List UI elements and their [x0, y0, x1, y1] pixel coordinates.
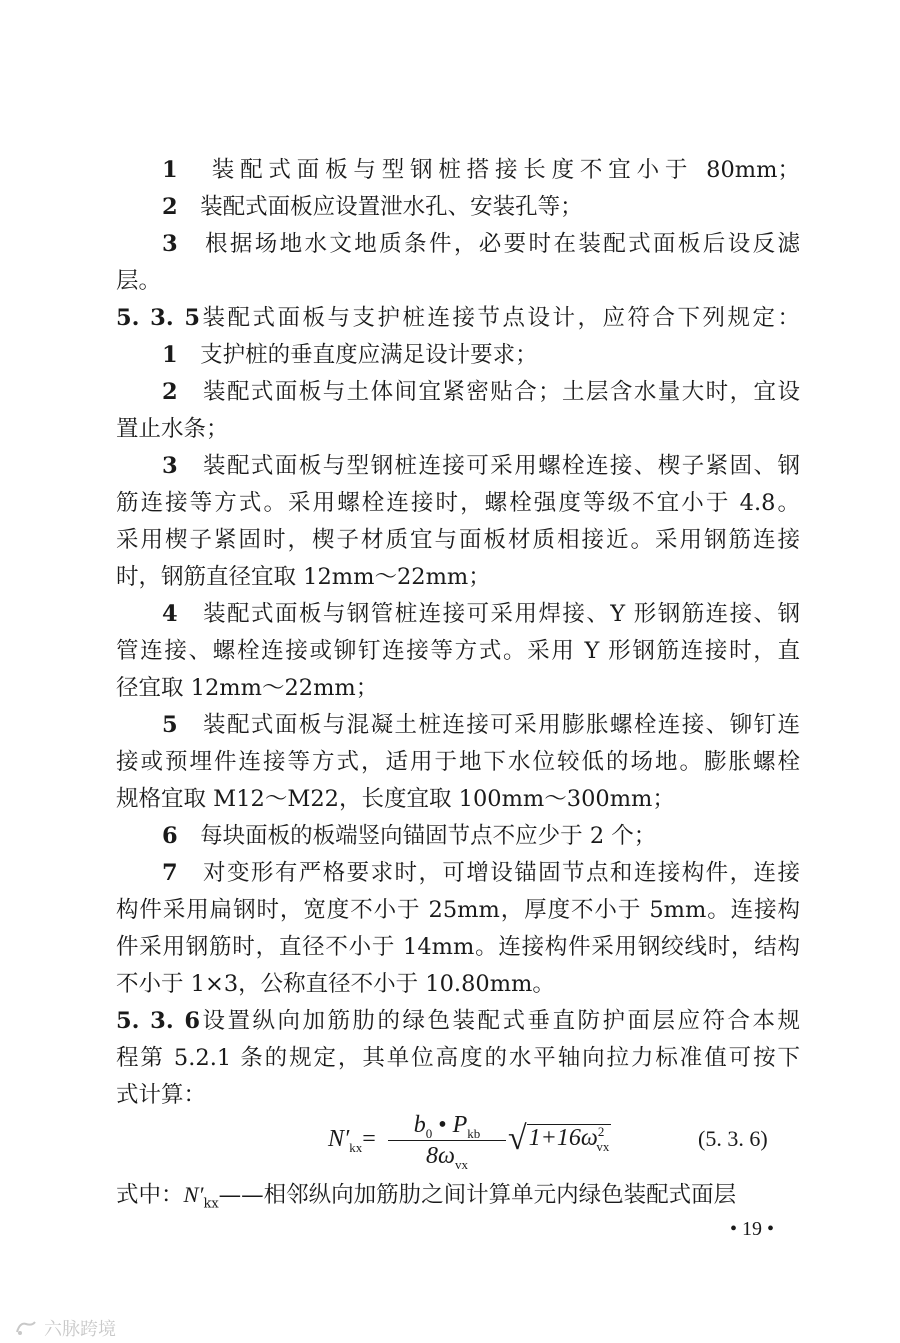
item-6-line	[162, 817, 800, 855]
continuation-line	[116, 743, 800, 781]
text-line: 装配式面板与支护桩连接节点设计，应符合下列规定：	[200, 305, 800, 331]
item-number: 5	[162, 712, 178, 738]
sqrt-argument: $1+16\omega^2_{vx}$	[528, 1124, 610, 1154]
where-prefix: 式中：	[116, 1182, 184, 1208]
watermark	[14, 1316, 116, 1340]
clause-number: 5. 3. 5	[116, 305, 200, 331]
text-line: 装配式面板与混凝土桩连接可采用膨胀螺栓连接、铆钉连	[203, 712, 800, 738]
formula-sqrt: $√1+16\omega^2_{vx}$	[508, 1120, 610, 1157]
text-line: 径宜取 12mm～22mm；	[116, 675, 379, 701]
item-1-line	[162, 151, 800, 189]
text-line: 设置纵向加筋肋的绿色装配式垂直防护面层应符合本规	[200, 1008, 800, 1034]
formula-fraction	[388, 1112, 506, 1172]
clause-5-3-5	[116, 299, 800, 337]
formula-lhs: $N'_{kx}=$	[328, 1126, 376, 1155]
text-line: 件采用钢筋时，直径不小于 14mm。连接构件采用钢绞线时，结构	[116, 934, 800, 960]
text-line: 支护桩的垂直度应满足设计要求；	[200, 342, 538, 368]
where-symbol-sub: kx	[203, 1196, 219, 1212]
text-line: 筋连接等方式。采用螺栓连接时，螺栓强度等级不宜小于 4.8。	[116, 490, 800, 516]
text-line: 规格宜取 M12～M22，长度宜取 100mm～300mm；	[116, 786, 675, 812]
clause-number: 5. 3. 6	[116, 1008, 200, 1034]
text-line: 式计算：	[116, 1082, 207, 1108]
continuation-line	[116, 780, 800, 818]
where-text: ——相邻纵向加筋肋之间计算单元内绿色装配式面层	[218, 1182, 737, 1208]
watermark-logo-icon	[14, 1318, 38, 1338]
text-line: 不小于 1×3，公称直径不小于 10.80mm。	[116, 971, 555, 997]
item-number: 1	[162, 342, 178, 368]
page-number: • 19 •	[730, 1218, 775, 1240]
item-number: 3	[162, 453, 178, 479]
item-number: 2	[162, 194, 178, 220]
text-line: 每块面板的板端竖向锚固节点不应少于 2 个；	[200, 823, 657, 849]
text-line: 管连接、螺栓连接或铆钉连接等方式。采用 Y 形钢筋连接时，直	[116, 638, 800, 664]
continuation-line	[116, 669, 800, 707]
clause-5-3-6	[116, 1002, 800, 1040]
item-number: 4	[162, 601, 178, 627]
where-clause	[116, 1176, 800, 1214]
item-7-line	[162, 854, 800, 892]
text-line: 装配式面板与型钢桩搭接长度不宜小于 80mm；	[211, 157, 800, 183]
where-symbol: N′	[183, 1182, 204, 1207]
continuation-line	[116, 891, 800, 929]
watermark-text: 六脉跨境	[44, 1319, 116, 1340]
continuation-line	[116, 965, 800, 1003]
text-line: 接或预埋件连接等方式，适用于地下水位较低的场地。膨胀螺栓	[116, 749, 800, 775]
item-number: 6	[162, 823, 178, 849]
continuation-line	[116, 1039, 800, 1077]
item-number: 7	[162, 860, 178, 886]
text-line: 时，钢筋直径宜取 12mm～22mm；	[116, 564, 491, 590]
item-number: 2	[162, 379, 178, 405]
text-line: 装配式面板应设置泄水孔、安装孔等；	[200, 194, 583, 220]
continuation-line	[116, 484, 800, 522]
text-line: 装配式面板与钢管桩连接可采用焊接、Y 形钢筋连接、钢	[203, 601, 800, 627]
text-line: 装配式面板与型钢桩连接可采用螺栓连接、楔子紧固、钢	[203, 453, 800, 479]
item-2-line	[162, 373, 800, 411]
continuation-line	[116, 928, 800, 966]
text-line: 层。	[116, 268, 162, 294]
text-line: 采用楔子紧固时，楔子材质宜与面板材质相接近。采用钢筋连接	[116, 527, 800, 553]
text-line: 装配式面板与土体间宜紧密贴合；土层含水量大时，宜设	[203, 379, 800, 405]
item-3-line	[162, 447, 800, 485]
fraction-bar	[388, 1140, 506, 1141]
continuation-line	[116, 632, 800, 670]
continuation-line	[116, 521, 800, 559]
equation-number: (5. 3. 6)	[698, 1126, 768, 1151]
continuation-line	[116, 558, 800, 596]
item-number: 1	[162, 157, 178, 183]
text-line: 对变形有严格要求时，可增设锚固节点和连接构件，连接	[203, 860, 800, 886]
continuation-line	[116, 410, 800, 448]
item-number: 3	[162, 231, 178, 257]
text-line: 构件采用扁钢时，宽度不小于 25mm，厚度不小于 5mm。连接构	[116, 897, 800, 923]
item-4-line	[162, 595, 800, 633]
text-line: 置止水条；	[116, 416, 229, 442]
fraction-numerator: $b_0$ • $P_{kb}$	[413, 1112, 481, 1141]
text-line: 根据场地水文地质条件，必要时在装配式面板后设反滤	[204, 231, 800, 257]
item-2-line	[162, 188, 800, 226]
item-3-line	[162, 225, 800, 263]
text-line: 程第 5.2.1 条的规定，其单位高度的水平轴向拉力标准值可按下	[116, 1045, 800, 1071]
fraction-denominator: $8\omega_{vx}$	[426, 1143, 468, 1172]
continuation-line	[116, 1076, 800, 1114]
item-5-line	[162, 706, 800, 744]
item-1-line	[162, 336, 800, 374]
continuation-line	[116, 262, 800, 300]
